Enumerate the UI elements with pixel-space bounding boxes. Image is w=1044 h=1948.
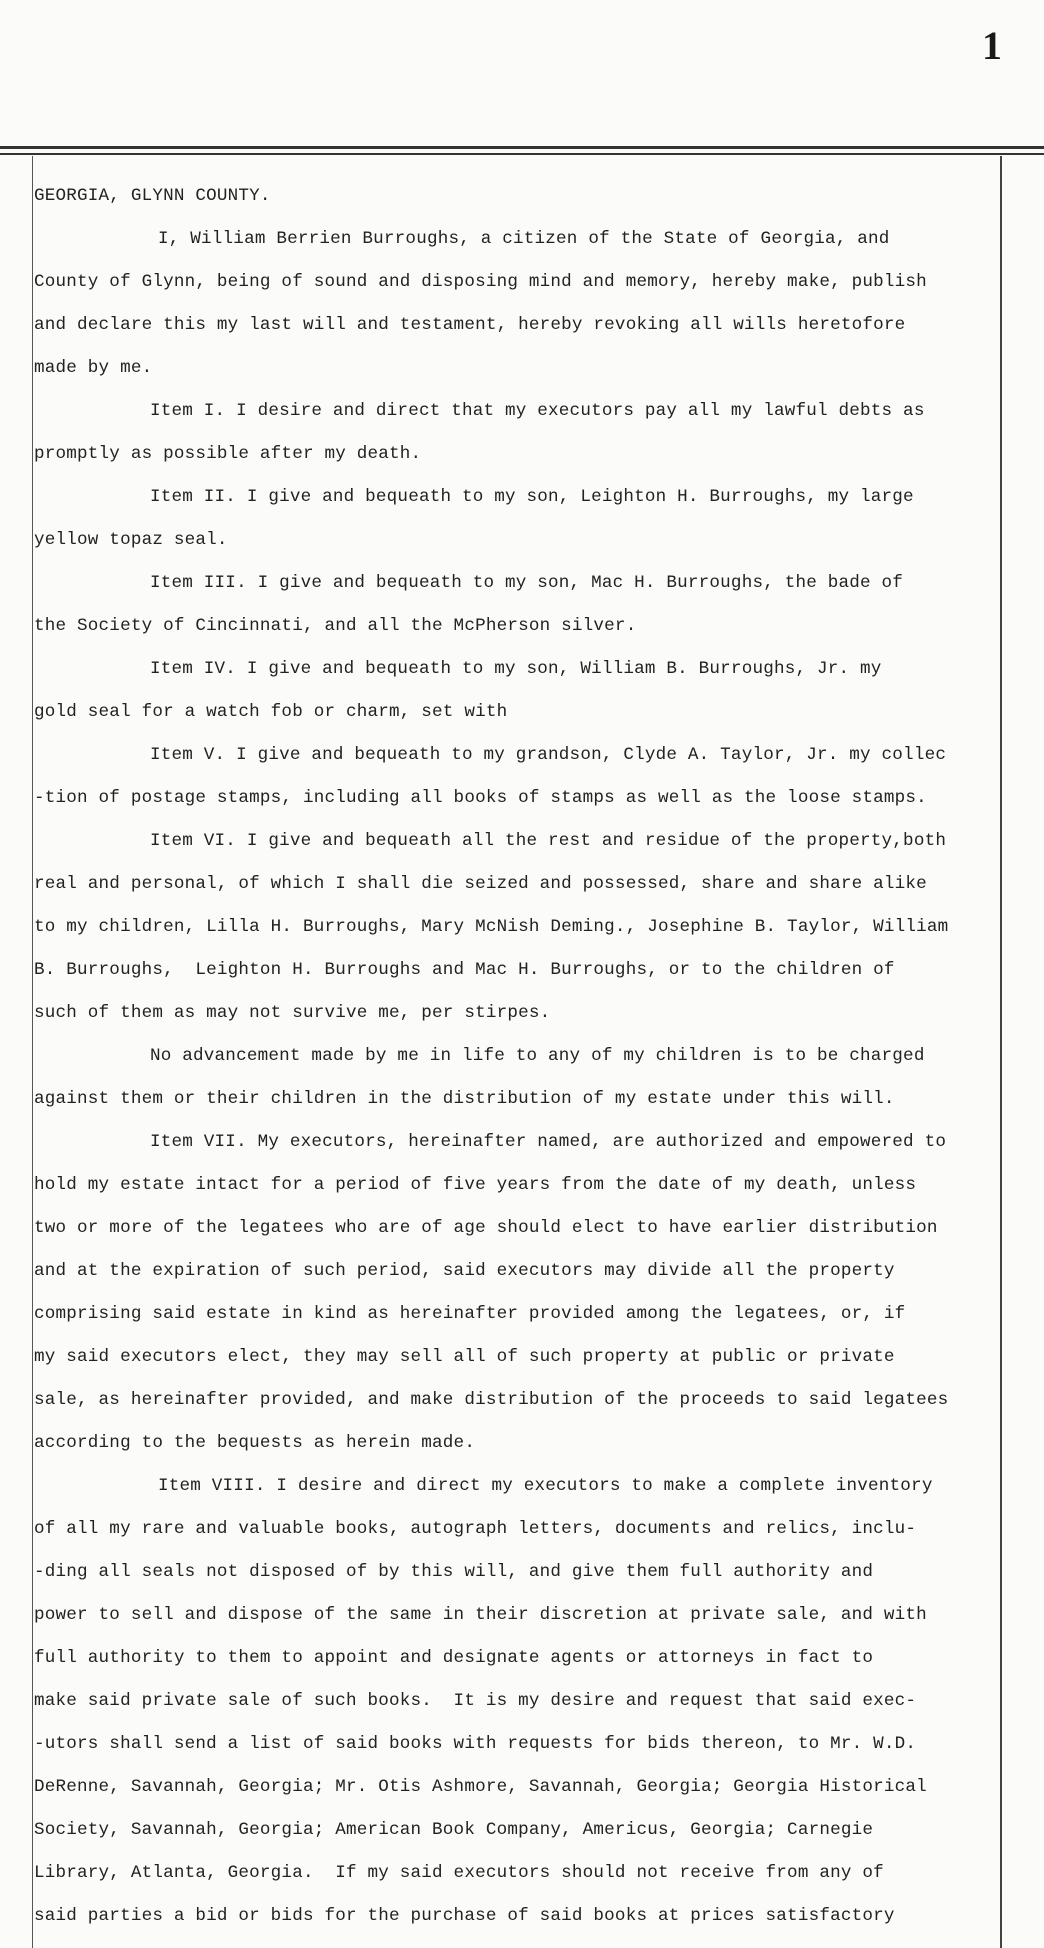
text-line: promptly as possible after my death. <box>34 444 422 464</box>
text-line: -tion of postage stamps, including all books of stamps as well as the loose stamps. <box>34 788 927 808</box>
text-line: gold seal for a watch fob or charm, set with <box>34 702 508 722</box>
text-line: comprising said estate in kind as hereinafter provided among the legatees, or, if <box>34 1304 906 1324</box>
text-line: Item V. I give and bequeath to my grandson, Clyde A. Taylor, Jr. my collec <box>150 745 947 765</box>
text-line: to my children, Lilla H. Burroughs, Mary McNish Deming., Josephine B. Taylor, William <box>34 917 949 937</box>
text-line: made by me. <box>34 358 153 378</box>
text-line: No advancement made by me in life to any of my children is to be charged <box>150 1046 925 1066</box>
text-line: make said private sale of such books. It is my desire and request that said exec- <box>34 1691 917 1711</box>
text-line: real and personal, of which I shall die seized and possessed, share and share alike <box>34 874 927 894</box>
text-line: -ding all seals not disposed of by this will, and give them full authority and <box>34 1562 874 1582</box>
text-line: Society, Savannah, Georgia; American Book Company, Americus, Georgia; Carnegie <box>34 1820 874 1840</box>
header-rule-second <box>0 153 1044 155</box>
text-line: Item VII. My executors, hereinafter named, are authorized and empowered to <box>150 1132 947 1152</box>
text-line: such of them as may not survive me, per stirpes. <box>34 1003 551 1023</box>
text-line: and declare this my last will and testament, hereby revoking all wills heretofore <box>34 315 906 335</box>
text-line: full authority to them to appoint and designate agents or attorneys in fact to <box>34 1648 874 1668</box>
text-line: said parties a bid or bids for the purchase of said books at prices satisfactory <box>34 1906 895 1926</box>
text-line: -utors shall send a list of said books with requests for bids thereon, to Mr. W.D. <box>34 1734 917 1754</box>
text-line: Item VIII. I desire and direct my executors to make a complete inventory <box>158 1476 933 1496</box>
text-line: sale, as hereinafter provided, and make distribution of the proceeds to said legatees <box>34 1390 949 1410</box>
text-line: Item II. I give and bequeath to my son, Leighton H. Burroughs, my large <box>150 487 914 507</box>
text-line: of all my rare and valuable books, autograph letters, documents and relics, inclu- <box>34 1519 917 1539</box>
text-line: two or more of the legatees who are of age should elect to have earlier distribution <box>34 1218 938 1238</box>
will-text <box>34 175 1038 1938</box>
text-line: Library, Atlanta, Georgia. If my said executors should not receive from any of <box>34 1863 884 1883</box>
text-line: Item I. I desire and direct that my executors pay all my lawful debts as <box>150 401 925 421</box>
text-line: Item III. I give and bequeath to my son, Mac H. Burroughs, the bade of <box>150 573 904 593</box>
text-line: hold my estate intact for a period of five years from the date of my death, unless <box>34 1175 917 1195</box>
page-number: 1 <box>982 23 1002 68</box>
left-margin-line <box>32 156 33 1948</box>
header-rule <box>0 146 1044 149</box>
text-line: DeRenne, Savannah, Georgia; Mr. Otis Ashmore, Savannah, Georgia; Georgia Historical <box>34 1777 927 1797</box>
text-line: the Society of Cincinnati, and all the McPherson silver. <box>34 616 637 636</box>
text-line: Item IV. I give and bequeath to my son, William B. Burroughs, Jr. my <box>150 659 882 679</box>
heading: GEORGIA, GLYNN COUNTY. <box>34 186 271 206</box>
text-line: B. Burroughs, Leighton H. Burroughs and Mac H. Burroughs, or to the children of <box>34 960 895 980</box>
text-line: my said executors elect, they may sell all of such property at public or private <box>34 1347 895 1367</box>
text-line: yellow topaz seal. <box>34 530 228 550</box>
text-line: according to the bequests as herein made. <box>34 1433 476 1453</box>
text-line: County of Glynn, being of sound and disposing mind and memory, hereby make, publish <box>34 272 927 292</box>
text-line: against them or their children in the distribution of my estate under this will. <box>34 1089 895 1109</box>
text-line: power to sell and dispose of the same in their discretion at private sale, and with <box>34 1605 927 1625</box>
text-line: I, William Berrien Burroughs, a citizen of the State of Georgia, and <box>158 229 890 249</box>
text-line: and at the expiration of such period, said executors may divide all the property <box>34 1261 895 1281</box>
text-line: Item VI. I give and bequeath all the rest and residue of the property,both <box>150 831 947 851</box>
